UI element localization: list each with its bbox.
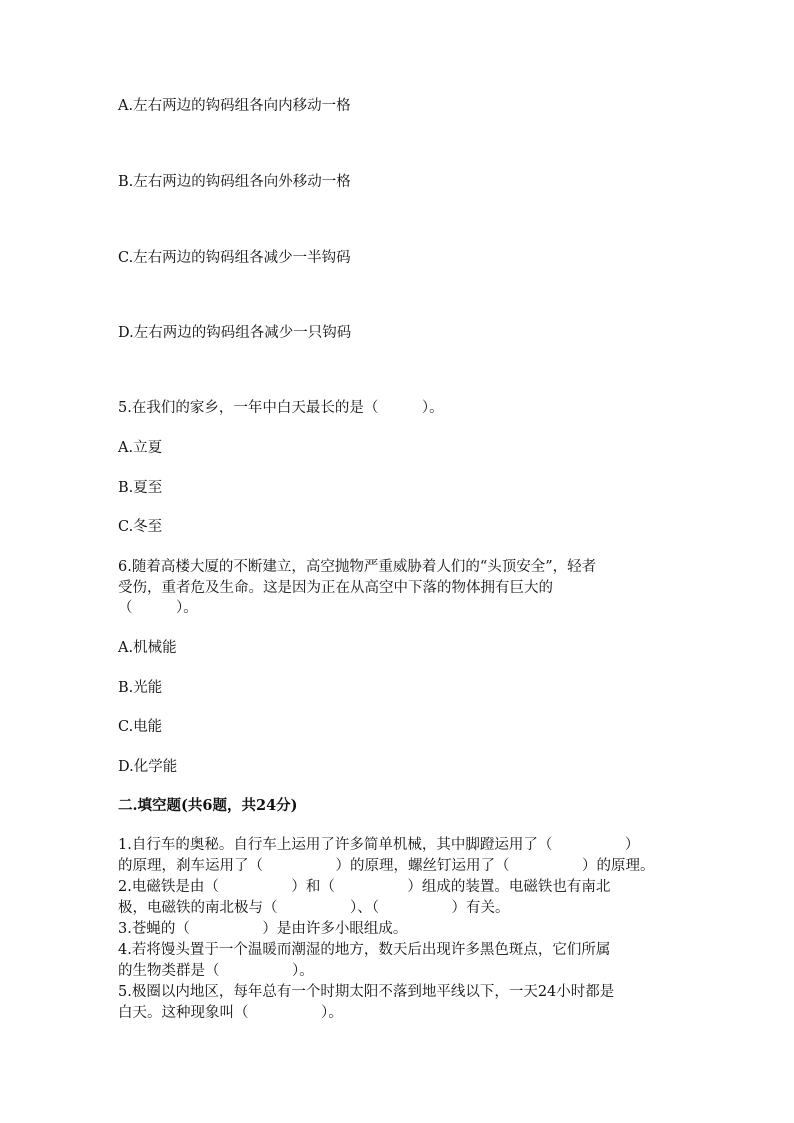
fill-line-3: 2.电磁铁是由（ ）和（ ）组成的装置。电磁铁也有南北	[118, 879, 611, 895]
fill-line-4: 极，电磁铁的南北极与（ ）、（ ）有关。	[118, 900, 510, 916]
q5-option-c: C.冬至	[118, 519, 163, 535]
fill-line-2: 的原理，刹车运用了（ ）的原理，螺丝钉运用了（ ）的原理。	[118, 858, 655, 874]
fill-line-8: 5.极圈以内地区，每年总有一个时期太阳不落到地平线以下，一天24小时都是	[118, 984, 615, 1000]
fill-line-6: 4.若将馒头置于一个温暖而潮湿的地方，数天后出现许多黑色斑点，它们所属	[118, 942, 611, 958]
q6-option-b: B.光能	[118, 680, 163, 696]
q4-option-c: C.左右两边的钩码组各减少一半钩码	[118, 250, 351, 266]
q4-option-b: B.左右两边的钩码组各向外移动一格	[118, 174, 351, 190]
q6-option-d: D.化学能	[118, 759, 178, 775]
q6-stem-line-3: （ ）。	[118, 600, 198, 616]
q4-option-a: A.左右两边的钩码组各向内移动一格	[118, 98, 351, 114]
q4-option-d: D.左右两边的钩码组各减少一只钩码	[118, 325, 352, 341]
fill-line-5: 3.苍蝇的（ ）是由许多小眼组成。	[118, 921, 408, 937]
q6-stem-line-2: 受伤，重者危及生命。这是因为正在从高空中下落的物体拥有巨大的	[118, 580, 553, 596]
q5-option-a: A.立夏	[118, 440, 163, 456]
fill-line-1: 1.自行车的奥秘。自行车上运用了许多简单机械，其中脚蹬运用了（ ）	[118, 837, 640, 853]
section-title: 二.填空题(共6题，共24分)	[118, 797, 298, 814]
q6-stem-line-1: 6.随着高楼大厦的不断建立，高空抛物严重威胁着人们的“头顶安全”，轻者	[118, 559, 597, 575]
q6-option-c: C.电能	[118, 719, 163, 735]
q5-option-b: B.夏至	[118, 480, 163, 496]
q6-option-a: A.机械能	[118, 640, 177, 656]
fill-line-9: 白天。这种现象叫（ ）。	[118, 1005, 343, 1021]
fill-line-7: 的生物类群是（ ）。	[118, 963, 314, 979]
q5-stem: 5.在我们的家乡，一年中白天最长的是（ ）。	[118, 400, 444, 416]
